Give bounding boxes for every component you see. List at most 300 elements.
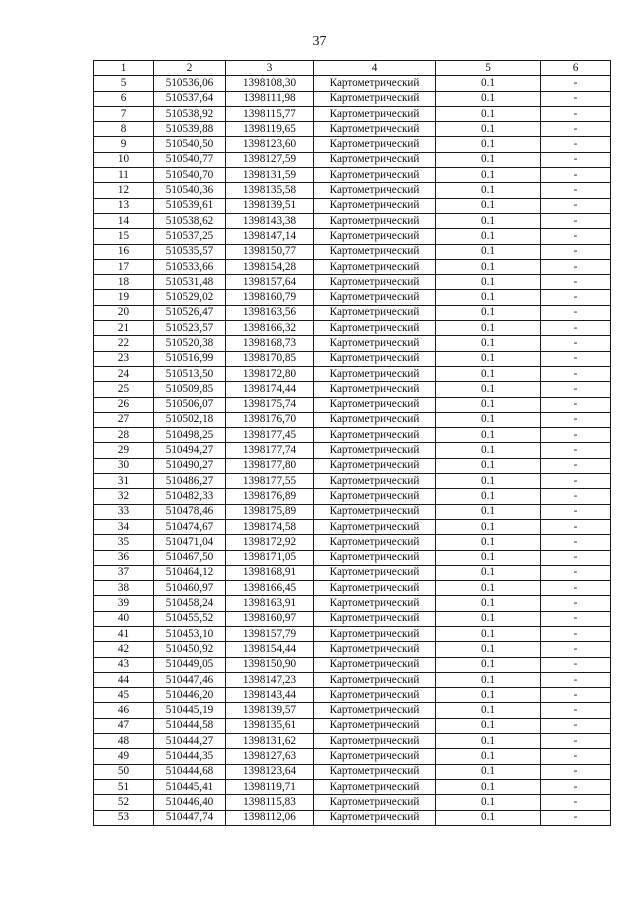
description-cell: - xyxy=(541,657,611,672)
y-coordinate-cell: 1398127,59 xyxy=(226,152,314,167)
point-number-cell: 18 xyxy=(94,275,154,290)
point-number-cell: 53 xyxy=(94,810,154,825)
accuracy-cell: 0.1 xyxy=(436,611,541,626)
method-cell: Картометрический xyxy=(314,168,436,183)
point-number-cell: 23 xyxy=(94,351,154,366)
x-coordinate-cell: 510540,36 xyxy=(154,183,226,198)
accuracy-cell: 0.1 xyxy=(436,581,541,596)
y-coordinate-cell: 1398172,92 xyxy=(226,535,314,550)
accuracy-cell: 0.1 xyxy=(436,336,541,351)
method-cell: Картометрический xyxy=(314,764,436,779)
accuracy-cell: 0.1 xyxy=(436,443,541,458)
method-cell: Картометрический xyxy=(314,749,436,764)
method-cell: Картометрический xyxy=(314,703,436,718)
y-coordinate-cell: 1398170,85 xyxy=(226,351,314,366)
table-row xyxy=(94,489,611,504)
x-coordinate-cell: 510445,41 xyxy=(154,779,226,794)
accuracy-cell: 0.1 xyxy=(436,275,541,290)
description-cell: - xyxy=(541,259,611,274)
table-row xyxy=(94,259,611,274)
point-number-cell: 42 xyxy=(94,642,154,657)
y-coordinate-cell: 1398177,45 xyxy=(226,428,314,443)
y-coordinate-cell: 1398175,89 xyxy=(226,504,314,519)
table-row xyxy=(94,76,611,91)
method-cell: Картометрический xyxy=(314,183,436,198)
point-number-cell: 35 xyxy=(94,535,154,550)
description-cell: - xyxy=(541,351,611,366)
method-cell: Картометрический xyxy=(314,351,436,366)
table-row xyxy=(94,168,611,183)
point-number-cell: 50 xyxy=(94,764,154,779)
accuracy-cell: 0.1 xyxy=(436,535,541,550)
table-row xyxy=(94,122,611,137)
description-cell: - xyxy=(541,382,611,397)
method-cell: Картометрический xyxy=(314,106,436,121)
x-coordinate-cell: 510539,61 xyxy=(154,198,226,213)
accuracy-cell: 0.1 xyxy=(436,550,541,565)
table-row xyxy=(94,672,611,687)
table-row xyxy=(94,474,611,489)
x-coordinate-cell: 510471,04 xyxy=(154,535,226,550)
table-row xyxy=(94,611,611,626)
description-cell: - xyxy=(541,535,611,550)
method-cell: Картометрический xyxy=(314,259,436,274)
y-coordinate-cell: 1398175,74 xyxy=(226,397,314,412)
table-row xyxy=(94,504,611,519)
accuracy-cell: 0.1 xyxy=(436,366,541,381)
description-cell: - xyxy=(541,611,611,626)
method-cell: Картометрический xyxy=(314,718,436,733)
description-cell: - xyxy=(541,198,611,213)
table-row xyxy=(94,581,611,596)
table-row xyxy=(94,305,611,320)
accuracy-cell: 0.1 xyxy=(436,428,541,443)
method-cell: Картометрический xyxy=(314,152,436,167)
y-coordinate-cell: 1398139,57 xyxy=(226,703,314,718)
description-cell: - xyxy=(541,764,611,779)
x-coordinate-cell: 510520,38 xyxy=(154,336,226,351)
y-coordinate-cell: 1398174,44 xyxy=(226,382,314,397)
x-coordinate-cell: 510460,97 xyxy=(154,581,226,596)
description-cell: - xyxy=(541,137,611,152)
x-coordinate-cell: 510490,27 xyxy=(154,458,226,473)
y-coordinate-cell: 1398160,97 xyxy=(226,611,314,626)
accuracy-cell: 0.1 xyxy=(436,76,541,91)
method-cell: Картометрический xyxy=(314,244,436,259)
method-cell: Картометрический xyxy=(314,336,436,351)
point-number-cell: 33 xyxy=(94,504,154,519)
description-cell: - xyxy=(541,718,611,733)
x-coordinate-cell: 510446,20 xyxy=(154,688,226,703)
accuracy-cell: 0.1 xyxy=(436,504,541,519)
table-row xyxy=(94,703,611,718)
x-coordinate-cell: 510486,27 xyxy=(154,474,226,489)
y-coordinate-cell: 1398168,91 xyxy=(226,565,314,580)
point-number-cell: 16 xyxy=(94,244,154,259)
description-cell: - xyxy=(541,412,611,427)
y-coordinate-cell: 1398111,98 xyxy=(226,91,314,106)
x-coordinate-cell: 510538,62 xyxy=(154,213,226,228)
accuracy-cell: 0.1 xyxy=(436,229,541,244)
description-cell: - xyxy=(541,366,611,381)
x-coordinate-cell: 510453,10 xyxy=(154,626,226,641)
method-cell: Картометрический xyxy=(314,642,436,657)
accuracy-cell: 0.1 xyxy=(436,458,541,473)
column-header-6: 6 xyxy=(541,61,611,76)
point-number-cell: 30 xyxy=(94,458,154,473)
x-coordinate-cell: 510482,33 xyxy=(154,489,226,504)
accuracy-cell: 0.1 xyxy=(436,168,541,183)
table-row xyxy=(94,213,611,228)
method-cell: Картометрический xyxy=(314,412,436,427)
x-coordinate-cell: 510498,25 xyxy=(154,428,226,443)
x-coordinate-cell: 510458,24 xyxy=(154,596,226,611)
method-cell: Картометрический xyxy=(314,489,436,504)
accuracy-cell: 0.1 xyxy=(436,565,541,580)
table-row xyxy=(94,229,611,244)
accuracy-cell: 0.1 xyxy=(436,382,541,397)
x-coordinate-cell: 510513,50 xyxy=(154,366,226,381)
table-row xyxy=(94,321,611,336)
description-cell: - xyxy=(541,458,611,473)
accuracy-cell: 0.1 xyxy=(436,489,541,504)
description-cell: - xyxy=(541,596,611,611)
method-cell: Картометрический xyxy=(314,596,436,611)
method-cell: Картометрический xyxy=(314,321,436,336)
point-number-cell: 39 xyxy=(94,596,154,611)
accuracy-cell: 0.1 xyxy=(436,749,541,764)
table-row xyxy=(94,535,611,550)
method-cell: Картометрический xyxy=(314,382,436,397)
method-cell: Картометрический xyxy=(314,76,436,91)
point-number-cell: 19 xyxy=(94,290,154,305)
table-row xyxy=(94,152,611,167)
accuracy-cell: 0.1 xyxy=(436,305,541,320)
x-coordinate-cell: 510531,48 xyxy=(154,275,226,290)
table-row xyxy=(94,412,611,427)
description-cell: - xyxy=(541,550,611,565)
x-coordinate-cell: 510444,27 xyxy=(154,734,226,749)
point-number-cell: 17 xyxy=(94,259,154,274)
description-cell: - xyxy=(541,122,611,137)
x-coordinate-cell: 510455,52 xyxy=(154,611,226,626)
accuracy-cell: 0.1 xyxy=(436,290,541,305)
accuracy-cell: 0.1 xyxy=(436,122,541,137)
description-cell: - xyxy=(541,519,611,534)
method-cell: Картометрический xyxy=(314,657,436,672)
description-cell: - xyxy=(541,489,611,504)
x-coordinate-cell: 510464,12 xyxy=(154,565,226,580)
x-coordinate-cell: 510523,57 xyxy=(154,321,226,336)
method-cell: Картометрический xyxy=(314,611,436,626)
y-coordinate-cell: 1398119,65 xyxy=(226,122,314,137)
point-number-cell: 15 xyxy=(94,229,154,244)
accuracy-cell: 0.1 xyxy=(436,810,541,825)
y-coordinate-cell: 1398123,64 xyxy=(226,764,314,779)
table-row xyxy=(94,718,611,733)
accuracy-cell: 0.1 xyxy=(436,183,541,198)
description-cell: - xyxy=(541,336,611,351)
point-number-cell: 7 xyxy=(94,106,154,121)
table-row xyxy=(94,137,611,152)
table-row xyxy=(94,596,611,611)
point-number-cell: 12 xyxy=(94,183,154,198)
y-coordinate-cell: 1398171,05 xyxy=(226,550,314,565)
description-cell: - xyxy=(541,474,611,489)
description-cell: - xyxy=(541,183,611,198)
method-cell: Картометрический xyxy=(314,198,436,213)
description-cell: - xyxy=(541,397,611,412)
x-coordinate-cell: 510444,68 xyxy=(154,764,226,779)
table-row xyxy=(94,397,611,412)
accuracy-cell: 0.1 xyxy=(436,779,541,794)
column-header-4: 4 xyxy=(314,61,436,76)
table-row xyxy=(94,443,611,458)
accuracy-cell: 0.1 xyxy=(436,244,541,259)
table-row xyxy=(94,458,611,473)
description-cell: - xyxy=(541,91,611,106)
y-coordinate-cell: 1398150,90 xyxy=(226,657,314,672)
description-cell: - xyxy=(541,795,611,810)
accuracy-cell: 0.1 xyxy=(436,152,541,167)
method-cell: Картометрический xyxy=(314,366,436,381)
description-cell: - xyxy=(541,581,611,596)
description-cell: - xyxy=(541,244,611,259)
y-coordinate-cell: 1398131,59 xyxy=(226,168,314,183)
method-cell: Картометрический xyxy=(314,213,436,228)
x-coordinate-cell: 510509,85 xyxy=(154,382,226,397)
point-number-cell: 51 xyxy=(94,779,154,794)
y-coordinate-cell: 1398163,56 xyxy=(226,305,314,320)
column-header-5: 5 xyxy=(436,61,541,76)
y-coordinate-cell: 1398157,64 xyxy=(226,275,314,290)
accuracy-cell: 0.1 xyxy=(436,91,541,106)
point-number-cell: 28 xyxy=(94,428,154,443)
table-row xyxy=(94,91,611,106)
accuracy-cell: 0.1 xyxy=(436,397,541,412)
point-number-cell: 20 xyxy=(94,305,154,320)
method-cell: Картометрический xyxy=(314,305,436,320)
accuracy-cell: 0.1 xyxy=(436,642,541,657)
accuracy-cell: 0.1 xyxy=(436,703,541,718)
y-coordinate-cell: 1398115,77 xyxy=(226,106,314,121)
x-coordinate-cell: 510444,35 xyxy=(154,749,226,764)
method-cell: Картометрический xyxy=(314,91,436,106)
x-coordinate-cell: 510526,47 xyxy=(154,305,226,320)
table-row xyxy=(94,626,611,641)
description-cell: - xyxy=(541,106,611,121)
table-row xyxy=(94,244,611,259)
point-number-cell: 9 xyxy=(94,137,154,152)
y-coordinate-cell: 1398166,32 xyxy=(226,321,314,336)
table-row xyxy=(94,688,611,703)
point-number-cell: 21 xyxy=(94,321,154,336)
y-coordinate-cell: 1398176,89 xyxy=(226,489,314,504)
description-cell: - xyxy=(541,810,611,825)
method-cell: Картометрический xyxy=(314,810,436,825)
x-coordinate-cell: 510538,92 xyxy=(154,106,226,121)
y-coordinate-cell: 1398150,77 xyxy=(226,244,314,259)
accuracy-cell: 0.1 xyxy=(436,213,541,228)
description-cell: - xyxy=(541,565,611,580)
y-coordinate-cell: 1398166,45 xyxy=(226,581,314,596)
table-row xyxy=(94,366,611,381)
method-cell: Картометрический xyxy=(314,122,436,137)
y-coordinate-cell: 1398147,23 xyxy=(226,672,314,687)
point-number-cell: 11 xyxy=(94,168,154,183)
x-coordinate-cell: 510539,88 xyxy=(154,122,226,137)
method-cell: Картометрический xyxy=(314,688,436,703)
table-row xyxy=(94,519,611,534)
accuracy-cell: 0.1 xyxy=(436,259,541,274)
description-cell: - xyxy=(541,229,611,244)
point-number-cell: 8 xyxy=(94,122,154,137)
description-cell: - xyxy=(541,305,611,320)
x-coordinate-cell: 510446,40 xyxy=(154,795,226,810)
point-number-cell: 29 xyxy=(94,443,154,458)
y-coordinate-cell: 1398139,51 xyxy=(226,198,314,213)
accuracy-cell: 0.1 xyxy=(436,672,541,687)
y-coordinate-cell: 1398135,58 xyxy=(226,183,314,198)
method-cell: Картометрический xyxy=(314,734,436,749)
table-row xyxy=(94,351,611,366)
y-coordinate-cell: 1398177,74 xyxy=(226,443,314,458)
y-coordinate-cell: 1398168,73 xyxy=(226,336,314,351)
y-coordinate-cell: 1398127,63 xyxy=(226,749,314,764)
x-coordinate-cell: 510537,64 xyxy=(154,91,226,106)
table-row xyxy=(94,550,611,565)
column-header-1: 1 xyxy=(94,61,154,76)
point-number-cell: 41 xyxy=(94,626,154,641)
accuracy-cell: 0.1 xyxy=(436,657,541,672)
y-coordinate-cell: 1398108,30 xyxy=(226,76,314,91)
point-number-cell: 22 xyxy=(94,336,154,351)
point-number-cell: 45 xyxy=(94,688,154,703)
x-coordinate-cell: 510449,05 xyxy=(154,657,226,672)
page-number: 37 xyxy=(312,34,327,49)
point-number-cell: 49 xyxy=(94,749,154,764)
accuracy-cell: 0.1 xyxy=(436,351,541,366)
x-coordinate-cell: 510447,74 xyxy=(154,810,226,825)
accuracy-cell: 0.1 xyxy=(436,519,541,534)
table-row xyxy=(94,749,611,764)
point-number-cell: 13 xyxy=(94,198,154,213)
column-header-2: 2 xyxy=(154,61,226,76)
accuracy-cell: 0.1 xyxy=(436,688,541,703)
description-cell: - xyxy=(541,168,611,183)
table-row xyxy=(94,734,611,749)
y-coordinate-cell: 1398174,58 xyxy=(226,519,314,534)
accuracy-cell: 0.1 xyxy=(436,734,541,749)
description-cell: - xyxy=(541,672,611,687)
description-cell: - xyxy=(541,213,611,228)
description-cell: - xyxy=(541,152,611,167)
y-coordinate-cell: 1398112,06 xyxy=(226,810,314,825)
y-coordinate-cell: 1398157,79 xyxy=(226,626,314,641)
point-number-cell: 37 xyxy=(94,565,154,580)
point-number-cell: 38 xyxy=(94,581,154,596)
point-number-cell: 44 xyxy=(94,672,154,687)
accuracy-cell: 0.1 xyxy=(436,596,541,611)
method-cell: Картометрический xyxy=(314,397,436,412)
y-coordinate-cell: 1398123,60 xyxy=(226,137,314,152)
y-coordinate-cell: 1398135,61 xyxy=(226,718,314,733)
table-row xyxy=(94,198,611,213)
y-coordinate-cell: 1398143,44 xyxy=(226,688,314,703)
description-cell: - xyxy=(541,688,611,703)
table-row xyxy=(94,642,611,657)
method-cell: Картометрический xyxy=(314,290,436,305)
description-cell: - xyxy=(541,76,611,91)
table-header xyxy=(94,61,611,76)
point-number-cell: 52 xyxy=(94,795,154,810)
description-cell: - xyxy=(541,626,611,641)
table-row xyxy=(94,795,611,810)
x-coordinate-cell: 510540,77 xyxy=(154,152,226,167)
point-number-cell: 43 xyxy=(94,657,154,672)
point-number-cell: 10 xyxy=(94,152,154,167)
table-row xyxy=(94,657,611,672)
x-coordinate-cell: 510536,06 xyxy=(154,76,226,91)
x-coordinate-cell: 510529,02 xyxy=(154,290,226,305)
x-coordinate-cell: 510445,19 xyxy=(154,703,226,718)
description-cell: - xyxy=(541,749,611,764)
y-coordinate-cell: 1398177,55 xyxy=(226,474,314,489)
accuracy-cell: 0.1 xyxy=(436,718,541,733)
point-number-cell: 32 xyxy=(94,489,154,504)
x-coordinate-cell: 510502,18 xyxy=(154,412,226,427)
point-number-cell: 47 xyxy=(94,718,154,733)
x-coordinate-cell: 510535,57 xyxy=(154,244,226,259)
description-cell: - xyxy=(541,428,611,443)
table-row xyxy=(94,183,611,198)
table-row xyxy=(94,565,611,580)
x-coordinate-cell: 510540,50 xyxy=(154,137,226,152)
method-cell: Картометрический xyxy=(314,672,436,687)
y-coordinate-cell: 1398115,83 xyxy=(226,795,314,810)
accuracy-cell: 0.1 xyxy=(436,764,541,779)
x-coordinate-cell: 510444,58 xyxy=(154,718,226,733)
x-coordinate-cell: 510494,27 xyxy=(154,443,226,458)
point-number-cell: 31 xyxy=(94,474,154,489)
table-row xyxy=(94,106,611,121)
point-number-cell: 27 xyxy=(94,412,154,427)
table-row xyxy=(94,764,611,779)
y-coordinate-cell: 1398163,91 xyxy=(226,596,314,611)
method-cell: Картометрический xyxy=(314,229,436,244)
point-number-cell: 34 xyxy=(94,519,154,534)
method-cell: Картометрический xyxy=(314,519,436,534)
y-coordinate-cell: 1398143,38 xyxy=(226,213,314,228)
y-coordinate-cell: 1398154,44 xyxy=(226,642,314,657)
method-cell: Картометрический xyxy=(314,443,436,458)
table-row xyxy=(94,382,611,397)
description-cell: - xyxy=(541,779,611,794)
y-coordinate-cell: 1398119,71 xyxy=(226,779,314,794)
table-body xyxy=(94,76,611,826)
x-coordinate-cell: 510478,46 xyxy=(154,504,226,519)
description-cell: - xyxy=(541,443,611,458)
description-cell: - xyxy=(541,504,611,519)
point-number-cell: 24 xyxy=(94,366,154,381)
x-coordinate-cell: 510516,99 xyxy=(154,351,226,366)
method-cell: Картометрический xyxy=(314,779,436,794)
x-coordinate-cell: 510506,07 xyxy=(154,397,226,412)
x-coordinate-cell: 510450,92 xyxy=(154,642,226,657)
accuracy-cell: 0.1 xyxy=(436,474,541,489)
method-cell: Картометрический xyxy=(314,275,436,290)
table-row xyxy=(94,779,611,794)
